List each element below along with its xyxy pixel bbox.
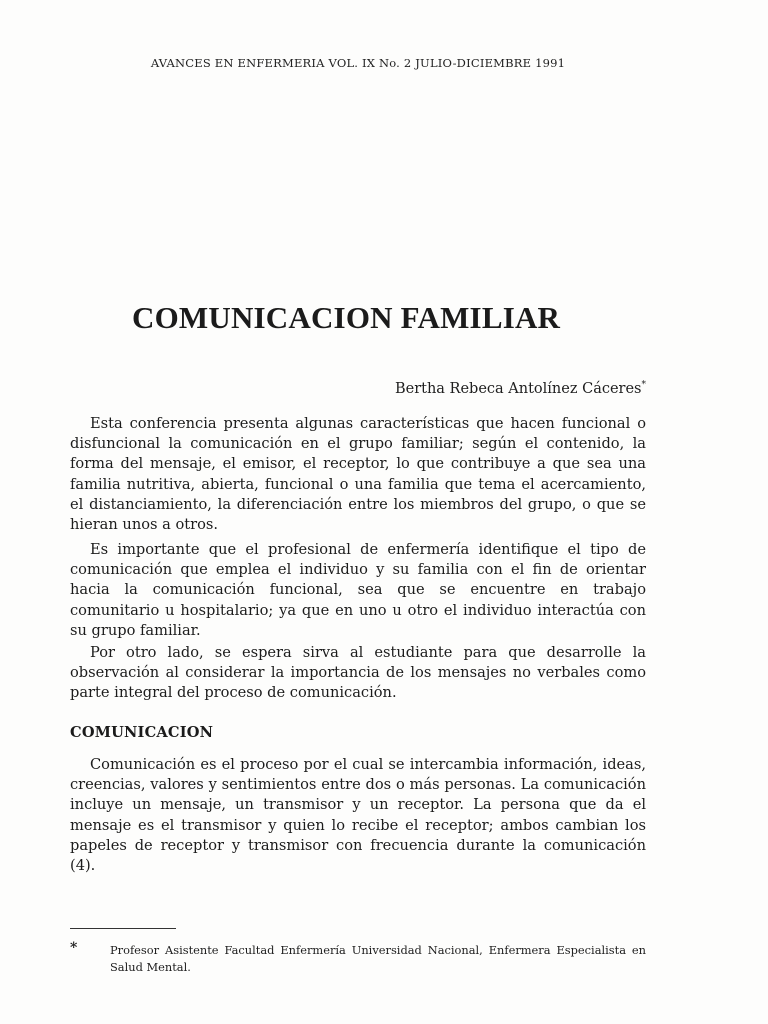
section-heading: COMUNICACION [70,724,214,741]
footnote-text: Profesor Asistente Facultad Enfermería Universidad Nacional, Enfermera Especialista en Salud Mental. [110,943,646,974]
body-paragraph-2-block [70,540,646,641]
article-author [395,380,646,397]
body-paragraph: Esta conferencia presenta algunas características que hacen funcional o disfuncional la comunicación en el grupo familiar; según el contenido, la forma del mensaje, el emisor, el receptor, lo que contribuye a que sea una familia nutritiva, abierta, funcional o una familia que tema el acercamiento, el distanciamiento, la diferenciación entre los miembros del grupo, o que se hieran unos a otros. [70,415,646,534]
article-title: COMUNICACION FAMILIAR [132,300,561,335]
author-name: Bertha Rebeca Antolínez Cáceres [394,380,642,397]
body-paragraph: Es importante que el profesional de enfermería identifique el tipo de comunicación que emplea el individuo y su familia con el fin de orientar hacia la comunicación funcional, sea que se encuentre en trabajo comunitario u hospitalario; ya que en uno u otro el individuo interactúa con su grupo familiar. [70,541,646,639]
body-paragraph: Por otro lado, se espera sirva al estudiante para que desarrolle la observación al considerar la importancia de los mensajes no verbales como parte integral del proceso de comunicación. [70,644,646,702]
section-paragraph-block [70,755,646,876]
body-paragraph-1-block [70,414,646,535]
section-paragraph: Comunicación es el proceso por el cual se intercambia información, ideas, creencias, valores y sentimientos entre dos o más personas. La comunicación incluye un mensaje, un transmisor y un receptor. La persona que da el mensaje es el transmisor y quien lo recibe el receptor; ambos cambian los papeles de receptor y transmisor con frecuencia durante la comunicación (4). [70,756,646,875]
footnote-mark: * [70,940,78,956]
author-footnote-mark: * [641,380,646,390]
running-header: AVANCES EN ENFERMERIA VOL. IX No. 2 JULIO-DICIEMBRE 1991 [150,56,566,70]
body-paragraph-3-block [70,643,646,704]
footnote-divider [70,928,176,929]
